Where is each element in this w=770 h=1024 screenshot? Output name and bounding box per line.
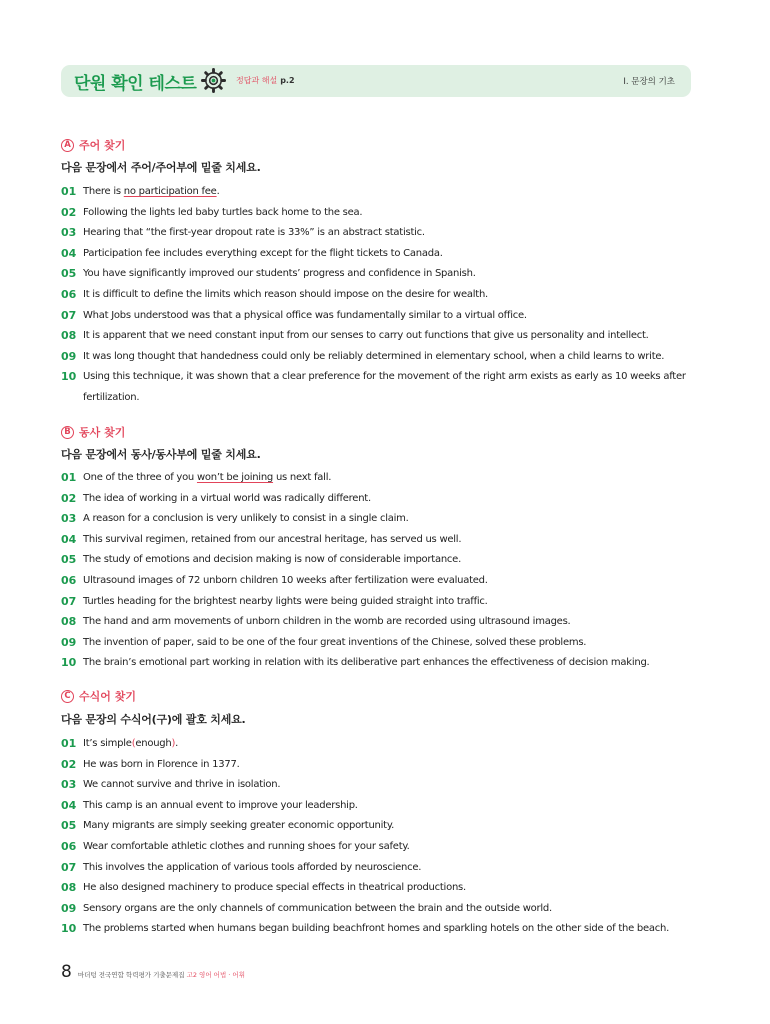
exercise-item: [61, 796, 701, 817]
item-text: The brain’s emotional part working in relation with its deliberative part enhances the effectiveness of decision making.: [83, 657, 650, 669]
item-text: Using this technique, it was shown that a clear preference for the movement of the right arm exists as early as 10 weeks after fertilization.: [83, 371, 686, 403]
gear-icon: [201, 68, 226, 93]
exercise-item: [61, 837, 701, 858]
exercise-item: [61, 592, 701, 613]
item-text: He also designed machinery to produce special effects in theatrical productions.: [83, 882, 466, 894]
item-text: Many migrants are simply seeking greater economic opportunity.: [83, 820, 395, 832]
item-number: 06: [61, 287, 77, 301]
item-text: You have significantly improved our students’ progress and confidence in Spanish.: [83, 268, 476, 280]
section-title: 주어 찾기: [79, 139, 126, 152]
book-title-highlight: 고2 영어 어법 · 어휘: [186, 971, 245, 979]
section-instruction: 다음 문장의 수식어(구)에 괄호 치세요.: [61, 713, 246, 726]
item-number: 09: [61, 349, 77, 363]
item-number: 03: [61, 226, 77, 240]
item-text: There is no participation fee.: [83, 186, 220, 197]
exercise-item: [61, 899, 701, 920]
item-text: The problems started when humans began building beachfront homes and sparkling hotels on the other side of the beach.: [83, 923, 670, 935]
item-number: 06: [61, 573, 77, 587]
exercise-item: [61, 244, 701, 265]
item-text: Sensory organs are the only channels of communication between the brain and the outside world.: [83, 902, 552, 914]
item-number: 10: [61, 370, 77, 384]
exercise-item: [61, 858, 701, 879]
item-text: Ultrasound images of 72 unborn children 10 weeks after fertilization were evaluated.: [83, 574, 488, 586]
item-number: 05: [61, 819, 77, 833]
section-title: 동사 찾기: [79, 426, 126, 439]
exercise-item: [61, 306, 701, 327]
item-text: A reason for a conclusion is very unlikely to consist in a single claim.: [83, 513, 409, 525]
exercise-item: [61, 550, 701, 571]
item-number: 07: [61, 860, 77, 874]
exercise-item: [61, 734, 701, 755]
answer-reference: [236, 75, 295, 86]
exercise-item: [61, 326, 701, 347]
item-number: 05: [61, 267, 77, 281]
modifier-mark: enough: [135, 738, 172, 749]
item-number: 01: [61, 471, 77, 484]
header-title: 단원 확인 테스트: [74, 74, 197, 94]
item-text: One of the three of you won’t be joining us next fall.: [83, 472, 332, 483]
item-text: It is apparent that we need constant input from our senses to carry out functions that give us personality and intellect.: [83, 330, 649, 342]
item-text: He was born in Florence in 1377.: [83, 758, 240, 770]
section-badge: B: [61, 426, 74, 439]
item-text: Following the lights led baby turtles back home to the sea.: [83, 206, 363, 218]
section-title: 수식어 찾기: [79, 690, 136, 703]
item-text: It’s simple(enough).: [83, 738, 179, 749]
section-instruction: 다음 문장에서 동사/동사부에 밑줄 치세요.: [61, 448, 261, 461]
section-instruction: 다음 문장에서 주어/주어부에 밑줄 치세요.: [61, 161, 261, 174]
exercise-item: [61, 182, 701, 203]
exercise-item: [61, 612, 701, 633]
exercise-item: [61, 509, 701, 530]
book-title: 마더텅 전국연합 학력평가 기출문제집 고2 영어 어법 · 어휘: [77, 971, 245, 979]
item-number: 10: [61, 656, 77, 670]
item-number: 09: [61, 901, 77, 915]
exercise-item: [61, 347, 701, 368]
section-a-heading: [61, 137, 125, 153]
exercise-item: [61, 775, 701, 796]
exercise-item: [61, 653, 701, 674]
item-number: 01: [61, 737, 77, 750]
item-number: 09: [61, 635, 77, 649]
item-number: 08: [61, 881, 77, 895]
exercise-item: [61, 264, 701, 285]
item-text: Turtles heading for the brightest nearby lights were being guided straight into traffic.: [83, 595, 488, 607]
exercise-item: [61, 816, 701, 837]
item-text: It is difficult to define the limits which reason should impose on the desire for wealth.: [83, 288, 488, 300]
item-text: Participation fee includes everything except for the flight tickets to Canada.: [83, 247, 443, 259]
open-paren-mark: (: [131, 738, 136, 749]
exercise-item: [61, 571, 701, 592]
item-number: 04: [61, 798, 77, 812]
exercise-item: [61, 530, 701, 551]
exercise-item: [61, 285, 701, 306]
item-number: 08: [61, 615, 77, 629]
page-footer: [61, 962, 245, 982]
item-text: Wear comfortable athletic clothes and running shoes for your safety.: [83, 840, 410, 852]
exercise-list-b: [61, 468, 701, 674]
exercise-item: [61, 633, 701, 654]
exercise-list-c: [61, 734, 701, 940]
item-number: 06: [61, 839, 77, 853]
item-number: 01: [61, 185, 77, 198]
item-text: Hearing that “the first-year dropout rate is 33%” is an abstract statistic.: [83, 227, 425, 239]
item-number: 03: [61, 512, 77, 526]
exercise-item: [61, 489, 701, 510]
exercise-item: [61, 755, 701, 776]
section-c-heading: [61, 688, 136, 704]
underline-mark: won’t be joining: [196, 472, 274, 483]
exercise-item: [61, 203, 701, 224]
item-number: 05: [61, 553, 77, 567]
answer-page: p.2: [280, 76, 295, 85]
item-text: This survival regimen, retained from our ancestral heritage, has served us well.: [83, 533, 462, 545]
item-number: 04: [61, 532, 77, 546]
exercise-list-a: [61, 182, 701, 408]
exercise-item: [61, 367, 701, 408]
exercise-item: [61, 919, 701, 940]
item-number: 04: [61, 246, 77, 260]
section-badge: A: [61, 139, 74, 152]
item-text: This camp is an annual event to improve your leadership.: [83, 799, 358, 811]
answer-label: 정답과 해설: [236, 76, 278, 85]
exercise-item: [61, 468, 701, 489]
exercise-item: [61, 223, 701, 244]
item-text: The study of emotions and decision making is now of considerable importance.: [83, 554, 462, 566]
item-text: The invention of paper, said to be one of the four great inventions of the Chinese, solved these problems.: [83, 636, 587, 648]
item-number: 10: [61, 922, 77, 936]
item-text: The hand and arm movements of unborn children in the womb are recorded using ultrasound images.: [83, 616, 571, 628]
chapter-label: Ⅰ. 문장의 기초: [623, 77, 675, 87]
item-text: This involves the application of various tools afforded by neuroscience.: [83, 861, 422, 873]
item-text: It was long thought that handedness could only be reliably determined in elementary school, when a child learns to write.: [83, 350, 665, 362]
item-number: 02: [61, 491, 77, 505]
item-number: 08: [61, 329, 77, 343]
section-badge: C: [61, 690, 74, 703]
exercise-item: [61, 878, 701, 899]
close-paren-mark: ): [171, 738, 176, 749]
item-text: What Jobs understood was that a physical office was fundamentally similar to a virtual office.: [83, 309, 527, 321]
section-b-heading: [61, 424, 125, 440]
item-number: 07: [61, 308, 77, 322]
item-text: The idea of working in a virtual world was radically different.: [83, 492, 371, 504]
page-number: 8: [61, 962, 72, 982]
item-number: 02: [61, 205, 77, 219]
item-number: 02: [61, 757, 77, 771]
item-number: 03: [61, 778, 77, 792]
unit-test-header: [61, 65, 691, 97]
item-text: We cannot survive and thrive in isolation.: [83, 779, 281, 791]
item-number: 07: [61, 594, 77, 608]
underline-mark: no participation fee: [123, 186, 217, 197]
